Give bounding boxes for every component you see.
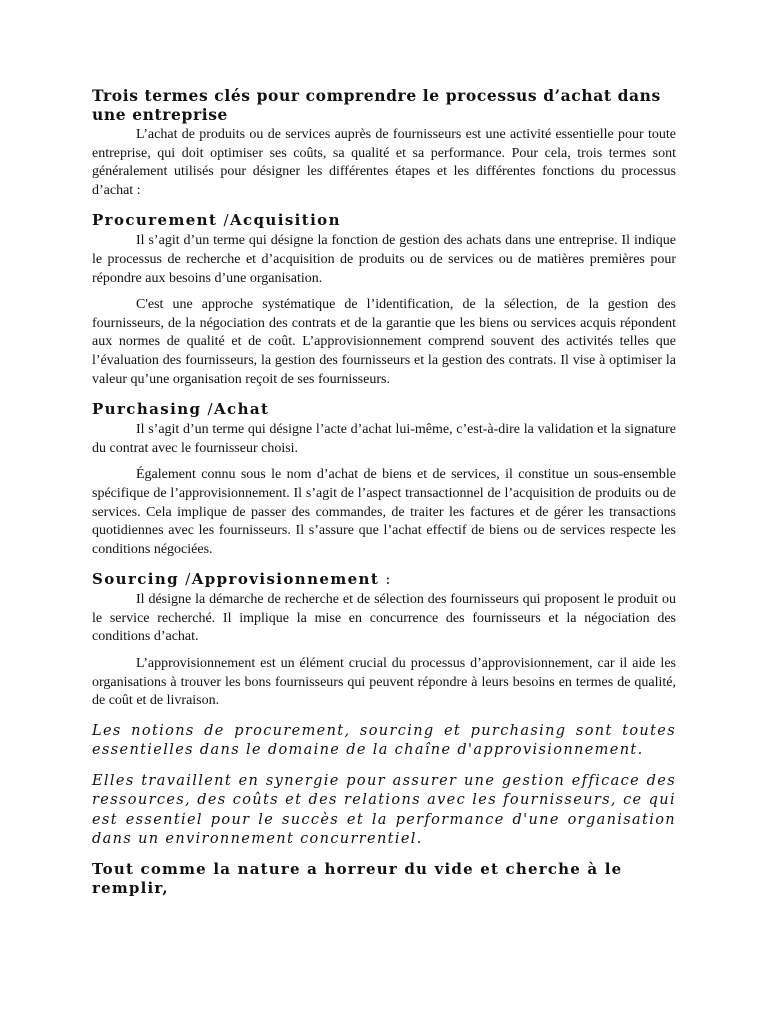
section-separator: / xyxy=(217,211,230,230)
section-separator: / xyxy=(179,570,192,589)
section-separator: / xyxy=(201,400,215,419)
section-paragraph: Il s’agit d’un terme qui désigne l’acte d’achat lui-même, c’est-à-dire la validation et la signature du contrat avec le fournisseur choisi. xyxy=(92,422,676,456)
intro-paragraph: L’achat de produits ou de services auprès de fournisseurs est une activité essentielle pour toute entreprise, qui doit optimiser ses coûts, sa qualité et sa performance. Pour cela, trois termes sont généralement utilisés pour désigner les différentes étapes et les différentes fonctions du processus d’achat : xyxy=(92,127,676,198)
section-paragraph: Il désigne la démarche de recherche et de sélection des fournisseurs qui proposent le produit ou le service recherché. Il implique la mise en concurrence des fournisseurs et la négociation des conditions d’achat. xyxy=(92,592,676,645)
document-title: Trois termes clés pour comprendre le processus d’achat dans une entreprise xyxy=(92,86,661,124)
section-heading-sourcing xyxy=(92,570,676,588)
section-heading-purchasing xyxy=(92,400,676,418)
section-term: Procurement xyxy=(92,211,218,230)
section-translation: Acquisition xyxy=(229,211,341,230)
closing-sentence: Tout comme la nature a horreur du vide et cherche à le remplir, xyxy=(92,859,623,897)
section-colon: : xyxy=(379,570,392,589)
section-paragraph: C'est une approche systématique de l’identification, de la sélection, de la gestion des fournisseurs, de la négociation des contrats et de la garantie que les biens ou services acquis répondent aux normes de qualité et de coût. L’approvisionnement comprend souvent des activités telles que l’évaluation des fournisseurs, la gestion des fournisseurs et la gestion des contrats. Il vise à optimiser la valeur qu’une organisation reçoit de ses fournisseurs. xyxy=(92,297,676,387)
section-paragraph: Également connu sous le nom d’achat de biens et de services, il constitue un sous-ensemble spécifique de l’approvisionnement. Il s’agit de l’aspect transactionnel de l’acquisition de produits ou de services. Cela implique de passer des commandes, de traiter les factures et de gérer les transactions quotidiennes avec les fournisseurs. Il s’assure que l’achat effectif de biens ou de services respecte les conditions négociées. xyxy=(92,467,676,557)
section-term: Sourcing xyxy=(92,570,180,589)
conclusion-paragraph: Elles travaillent en synergie pour assurer une gestion efficace des ressources, des coûts et des relations avec les fournisseurs, ce qui est essentiel pour le succès et la performance d'une organisation dans un environnement concurrentiel. xyxy=(92,772,676,848)
section-paragraph: L’approvisionnement est un élément crucial du processus d’approvisionnement, car il aide les organisations à trouver les bons fournisseurs qui peuvent répondre à leurs besoins en termes de qualité, de coût et de livraison. xyxy=(92,656,676,709)
section-heading-procurement xyxy=(92,211,676,229)
section-translation: Approvisionnement xyxy=(191,570,380,589)
section-paragraph: Il s’agit d’un terme qui désigne la fonction de gestion des achats dans une entreprise. Il indique le processus de recherche et d’acquisition de produits ou de services ou de matières premières pour répondre aux besoins d’une organisation. xyxy=(92,233,676,286)
section-term: Purchasing xyxy=(92,400,202,419)
section-translation: Achat xyxy=(214,400,270,419)
conclusion-paragraph: Les notions de procurement, sourcing et purchasing sont toutes essentielles dans le domaine de la chaîne d'approvisionnement. xyxy=(92,722,676,759)
